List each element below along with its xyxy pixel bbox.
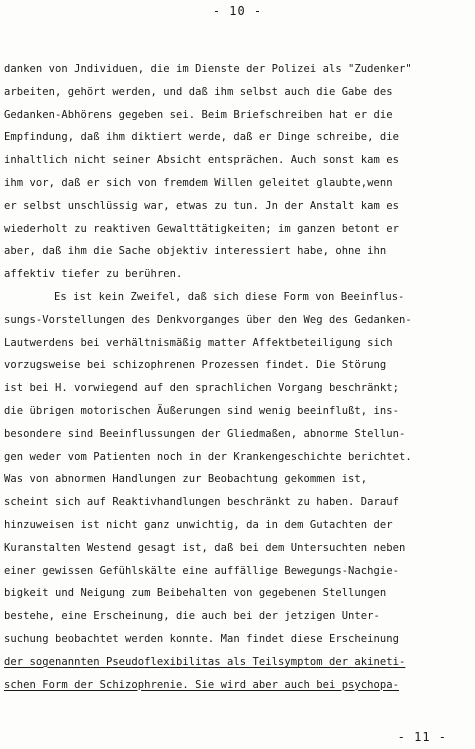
text-line: besondere sind Beeinflussungen der Gliedmaßen, abnorme Stellun- xyxy=(4,427,406,440)
body-text xyxy=(4,58,470,696)
text-line: affektiv tiefer zu berühren. xyxy=(4,268,183,281)
text-line: sungs-Vorstellungen des Denkvorganges über den Weg des Gedanken- xyxy=(4,313,412,326)
text-line: arbeiten, gehört werden, und daß ihm selbst auch die Gabe des xyxy=(4,85,393,98)
text-line: Kuranstalten Westend gesagt ist, daß bei dem Untersuchten neben xyxy=(4,541,406,554)
text-line: danken von Jndividuen, die im Dienste der Polizei als "Zudenker" xyxy=(4,63,412,75)
text-line: inhaltlich nicht seiner Absicht entsprächen. Auch sonst kam es xyxy=(4,154,400,167)
text-line: suchung beobachtet werden konnte. Man findet diese Erscheinung xyxy=(4,632,400,645)
text-line: Empfindung, daß ihm diktiert werde, daß er Dinge schreibe, die xyxy=(4,131,400,144)
next-page-number: - 11 - xyxy=(397,730,447,744)
text-line: ihm vor, daß er sich von fremdem Willen geleitet glaubte,wenn xyxy=(4,176,393,189)
text-line: er selbst unschlüssig war, etwas zu tun. Jn der Anstalt kam es xyxy=(4,199,400,212)
text-line: Lautwerdens bei verhältnismäßig matter Affektbeteiligung sich xyxy=(4,336,393,349)
text-line: hinzuweisen ist nicht ganz unwichtig, da in dem Gutachten der xyxy=(4,518,393,531)
text-line: bigkeit und Neigung zum Beibehalten von gegebenen Stellungen xyxy=(4,587,387,600)
text-line: ist bei H. vorwiegend auf den sprachlichen Vorgang beschränkt; xyxy=(4,382,400,395)
text-line: vorzugsweise bei schizophrenen Prozessen findet. Die Störung xyxy=(4,359,387,372)
text-line: Was von abnormen Handlungen zur Beobachtung gekommen ist, xyxy=(4,473,368,486)
text-line: die übrigen motorischen Äußerungen sind wenig beeinflußt, ins- xyxy=(4,404,400,417)
text-line: Es ist kein Zweifel, daß sich diese Form von Beeinflus- xyxy=(54,290,405,303)
text-line: gen weder vom Patienten noch in der Krankengeschichte berichtet. xyxy=(4,450,412,463)
text-line: bestehe, eine Erscheinung, die auch bei der jetzigen Unter- xyxy=(4,610,380,623)
text-line: der sogenannten Pseudoflexibilitas als Teilsymptom der akineti- xyxy=(4,655,406,668)
text-line: wiederholt zu reaktiven Gewalttätigkeiten; im ganzen betont er xyxy=(4,222,400,235)
text-line: Gedanken-Abhörens gegeben sei. Beim Briefschreiben hat er die xyxy=(4,108,393,121)
text-line: einer gewissen Gefühlskälte eine auffällige Bewegungs-Nachgie- xyxy=(4,564,400,577)
page-number: - 10 - xyxy=(212,4,263,18)
text-line: scheint sich auf Reaktivhandlungen beschränkt zu haben. Darauf xyxy=(4,496,400,509)
text-line: schen Form der Schizophrenie. Sie wird aber auch bei psychopa- xyxy=(4,678,400,691)
text-line: aber, daß ihm die Sache objektiv interessiert habe, ohne ihn xyxy=(4,245,387,258)
